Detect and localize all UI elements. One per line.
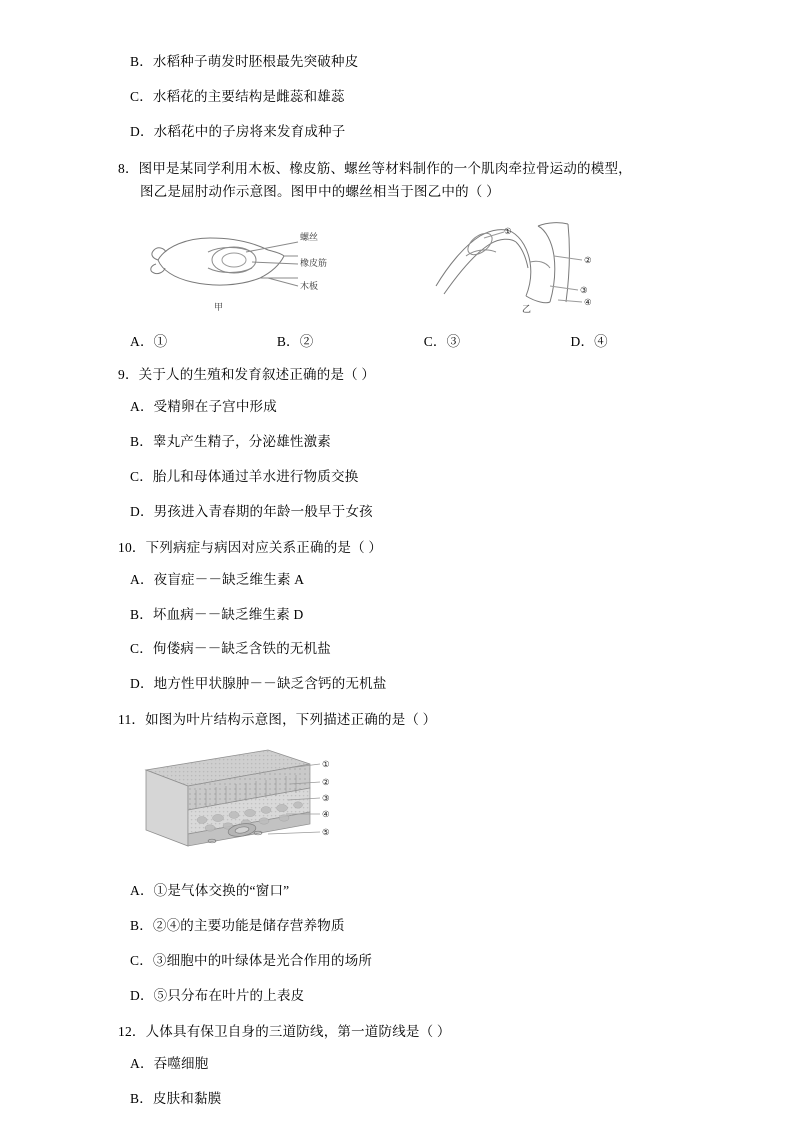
- label-board: 木板: [300, 281, 319, 292]
- leaf-block-diagram: [138, 742, 348, 862]
- figure-8-jia-drawing: [148, 216, 383, 314]
- question-8: [118, 157, 688, 350]
- leaf-callout-1: ①: [322, 759, 330, 770]
- option-item: B．皮肤和黏膜: [130, 1090, 222, 1106]
- leaf-callout-5: ⑤: [322, 827, 330, 838]
- option-item: C．佝偻病－－缺乏含铁的无机盐: [130, 641, 332, 657]
- option-item: C．水稻花的主要结构是雌蕊和雄蕊: [130, 88, 345, 104]
- option-item: D．水稻花中的子房将来发育成种子: [130, 123, 346, 139]
- leaf-callout-4: ④: [322, 809, 330, 820]
- option-c: C．③: [423, 334, 461, 350]
- callout-3: ③: [580, 285, 588, 296]
- caption-jia: 甲: [214, 302, 224, 313]
- option-item: B．水稻种子萌发时胚根最先突破种皮: [130, 54, 359, 69]
- option-item: A．受精卵在子宫中形成: [130, 398, 277, 414]
- question-12-stem: 12．人体具有保卫自身的三道防线，第一道防线是（ ）: [118, 1023, 451, 1039]
- label-rubber-band: 橡皮筋: [300, 258, 328, 269]
- leaf-callout-2: ②: [322, 777, 330, 788]
- question-10: [118, 537, 688, 696]
- question-11: [118, 709, 688, 1007]
- leaf-callout-3: ③: [322, 793, 330, 804]
- question-9-stem: 9．关于人的生殖和发育叙述正确的是（ ）: [118, 367, 376, 383]
- option-item: D．男孩进入青春期的年龄一般早于女孩: [130, 503, 373, 519]
- arm-lever-model-figure: [118, 216, 688, 318]
- option-item: C．③细胞中的叶绿体是光合作用的场所: [130, 953, 373, 969]
- question-11-stem: 11．如图为叶片结构示意图，下列描述正确的是（ ）: [118, 712, 437, 728]
- figure-8-yi: [418, 216, 648, 314]
- option-item: D．地方性甲状腺肿－－缺乏含钙的无机盐: [130, 676, 387, 692]
- callout-4: ④: [584, 297, 592, 308]
- question-10-stem: 10．下列病症与病因对应关系正确的是（ ）: [118, 539, 383, 555]
- figure-8-jia: [148, 216, 383, 314]
- option-item: A．吞噬细胞: [130, 1055, 209, 1071]
- question-12: [118, 1021, 688, 1110]
- question-8-stem-line2: 图乙是屈肘动作示意图。图甲中的螺丝相当于图乙中的（ ）: [140, 184, 500, 200]
- label-screw: 螺丝: [300, 232, 319, 243]
- option-item: B．②④的主要功能是储存营养物质: [130, 918, 345, 934]
- option-item: A．夜盲症－－缺乏维生素 A: [130, 571, 305, 587]
- option-item: A．①是气体交换的“窗口”: [130, 883, 290, 899]
- figure-8-yi-drawing: [418, 216, 648, 314]
- caption-yi: 乙: [522, 304, 532, 315]
- option-item: C．胎儿和母体通过羊水进行物质交换: [130, 468, 359, 484]
- question-8-options: [118, 330, 688, 350]
- page-content: [118, 52, 688, 1124]
- leaf-structure-figure: [118, 742, 688, 867]
- option-item: B．睾丸产生精子，分泌雄性激素: [130, 433, 332, 449]
- callout-1: ①: [504, 226, 512, 237]
- option-d: D．④: [570, 334, 608, 350]
- question-8-stem: [118, 157, 688, 204]
- option-b: B．②: [276, 334, 314, 350]
- question-9: [118, 364, 688, 523]
- option-a: A．①: [130, 334, 168, 350]
- option-item: D．⑤只分布在叶片的上表皮: [130, 987, 305, 1003]
- question-8-stem-line1: 8．图甲是某同学利用木板、橡皮筋、螺丝等材料制作的一个肌肉牵拉骨运动的模型，: [118, 160, 632, 176]
- leaf-structure-drawing: [138, 742, 348, 862]
- callout-2: ②: [584, 255, 592, 266]
- option-item: B．坏血病－－缺乏维生素 D: [130, 606, 304, 622]
